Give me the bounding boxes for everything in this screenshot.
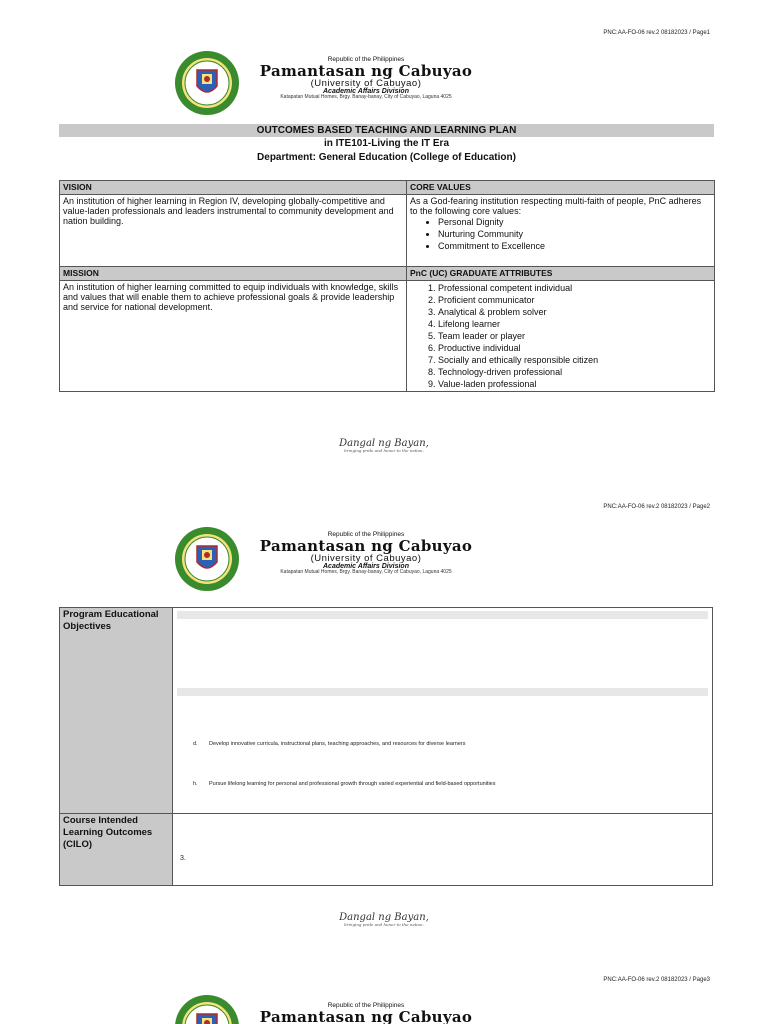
footer-tagline xyxy=(304,912,464,927)
university-name: Pamantasan ng Cabuyao xyxy=(259,1007,473,1024)
core-values-list xyxy=(410,216,711,252)
cilo-item: 3. xyxy=(180,855,186,862)
list-item: 7. Socially and ethically responsible citizen xyxy=(438,354,711,366)
list-item: • Nurturing Community xyxy=(438,228,711,240)
tagline-motto: Dangal ng Bayan, xyxy=(339,438,429,449)
core-values-intro: As a God-fearing institution respecting multi-faith of people, PnC adheres to the following core values: xyxy=(410,196,702,216)
document-number: PNC:AA-FO-06 rev.2 08182023 / Page3 xyxy=(603,977,710,983)
list-item: 4. Lifelong learner xyxy=(438,318,711,330)
mission-text: An institution of higher learning committed to equip individuals with knowledge, skills and values that will enable them to achieve professional goals & provide leadership and service for national development. xyxy=(60,281,407,392)
objective-letter: d. xyxy=(193,741,198,747)
republic-label: Republic of the Philippines xyxy=(327,531,405,538)
university-seal-icon xyxy=(174,526,240,592)
list-item: 6. Productive individual xyxy=(438,342,711,354)
tagline-motto: Dangal ng Bayan, xyxy=(339,912,429,923)
university-english-name: (University of Cabuyao) xyxy=(310,552,422,564)
graduate-attributes-list xyxy=(410,282,711,390)
graduate-attributes-cell xyxy=(407,281,715,392)
vision-text: An institution of higher learning in Region IV, developing globally-competitive and value-laden professionals and leaders instrumental to community development and nation building. xyxy=(60,195,407,267)
university-header xyxy=(250,57,482,100)
core-values-heading: CORE VALUES xyxy=(407,181,715,195)
list-item: 5. Team leader or player xyxy=(438,330,711,342)
mission-heading: MISSION xyxy=(60,267,407,281)
list-item: • Commitment to Excellence xyxy=(438,240,711,252)
document-number: PNC:AA-FO-06 rev.2 08182023 / Page1 xyxy=(603,30,710,36)
list-item: 3. Analytical & problem solver xyxy=(438,306,711,318)
list-item: 8. Technology-driven professional xyxy=(438,366,711,378)
tagline-sub: bringing pride and honor to the nation. xyxy=(344,922,424,927)
list-item: • Personal Dignity xyxy=(438,216,711,228)
tagline-sub: bringing pride and honor to the nation. xyxy=(344,448,424,453)
division-name: Academic Affairs Division xyxy=(323,88,409,95)
footer-tagline xyxy=(304,438,464,453)
objective-item xyxy=(193,781,496,787)
university-address: Katapatan Mutual Homes, Brgy. Banay-banay, City of Cabuyao, Laguna 4025 xyxy=(280,94,452,100)
list-item: 9. Value-laden professional xyxy=(438,378,711,390)
page-2 xyxy=(0,480,768,970)
university-name: Pamantasan ng Cabuyao xyxy=(259,536,473,555)
university-header xyxy=(250,1003,482,1024)
vision-heading: VISION xyxy=(60,181,407,195)
page-3 xyxy=(0,970,768,1024)
peo-row-shade xyxy=(177,611,708,619)
university-header xyxy=(250,532,482,575)
objective-item xyxy=(193,741,466,747)
peo-label: Program Educational Objectives xyxy=(60,608,173,814)
vision-mission-table xyxy=(59,180,715,392)
objective-text: Pursue lifelong learning for personal and professional growth through varied experiential and field-based opportunities xyxy=(209,781,496,787)
peo-row-shade xyxy=(177,688,708,696)
objective-letter: h. xyxy=(193,781,198,787)
university-address: Katapatan Mutual Homes, Brgy. Banay-banay, City of Cabuyao, Laguna 4025 xyxy=(280,569,452,575)
list-item: 2. Proficient communicator xyxy=(438,294,711,306)
graduate-attributes-heading: PnC (UC) GRADUATE ATTRIBUTES xyxy=(407,267,715,281)
objective-text: Develop innovative curricula, instructional plans, teaching approaches, and resources for diverse learners xyxy=(209,741,466,747)
document-number: PNC:AA-FO-06 rev.2 08182023 / Page2 xyxy=(603,504,710,510)
course-title: in ITE101-Living the IT Era xyxy=(323,138,450,149)
page-1 xyxy=(0,0,768,480)
department-title: Department: General Education (College of Education) xyxy=(257,152,516,163)
list-item: 1. Professional competent individual xyxy=(438,282,711,294)
core-values-cell xyxy=(407,195,715,267)
division-name: Academic Affairs Division xyxy=(323,563,409,570)
plan-title: OUTCOMES BASED TEACHING AND LEARNING PLAN xyxy=(256,125,517,136)
cilo-content xyxy=(173,814,713,886)
republic-label: Republic of the Philippines xyxy=(327,56,405,63)
university-seal-icon xyxy=(174,50,240,116)
cilo-label: Course Intended Learning Outcomes (CILO) xyxy=(60,814,173,886)
university-seal-icon xyxy=(174,994,240,1024)
university-english-name: (University of Cabuyao) xyxy=(310,77,422,89)
university-name: Pamantasan ng Cabuyao xyxy=(259,61,473,80)
republic-label: Republic of the Philippines xyxy=(327,1002,405,1009)
